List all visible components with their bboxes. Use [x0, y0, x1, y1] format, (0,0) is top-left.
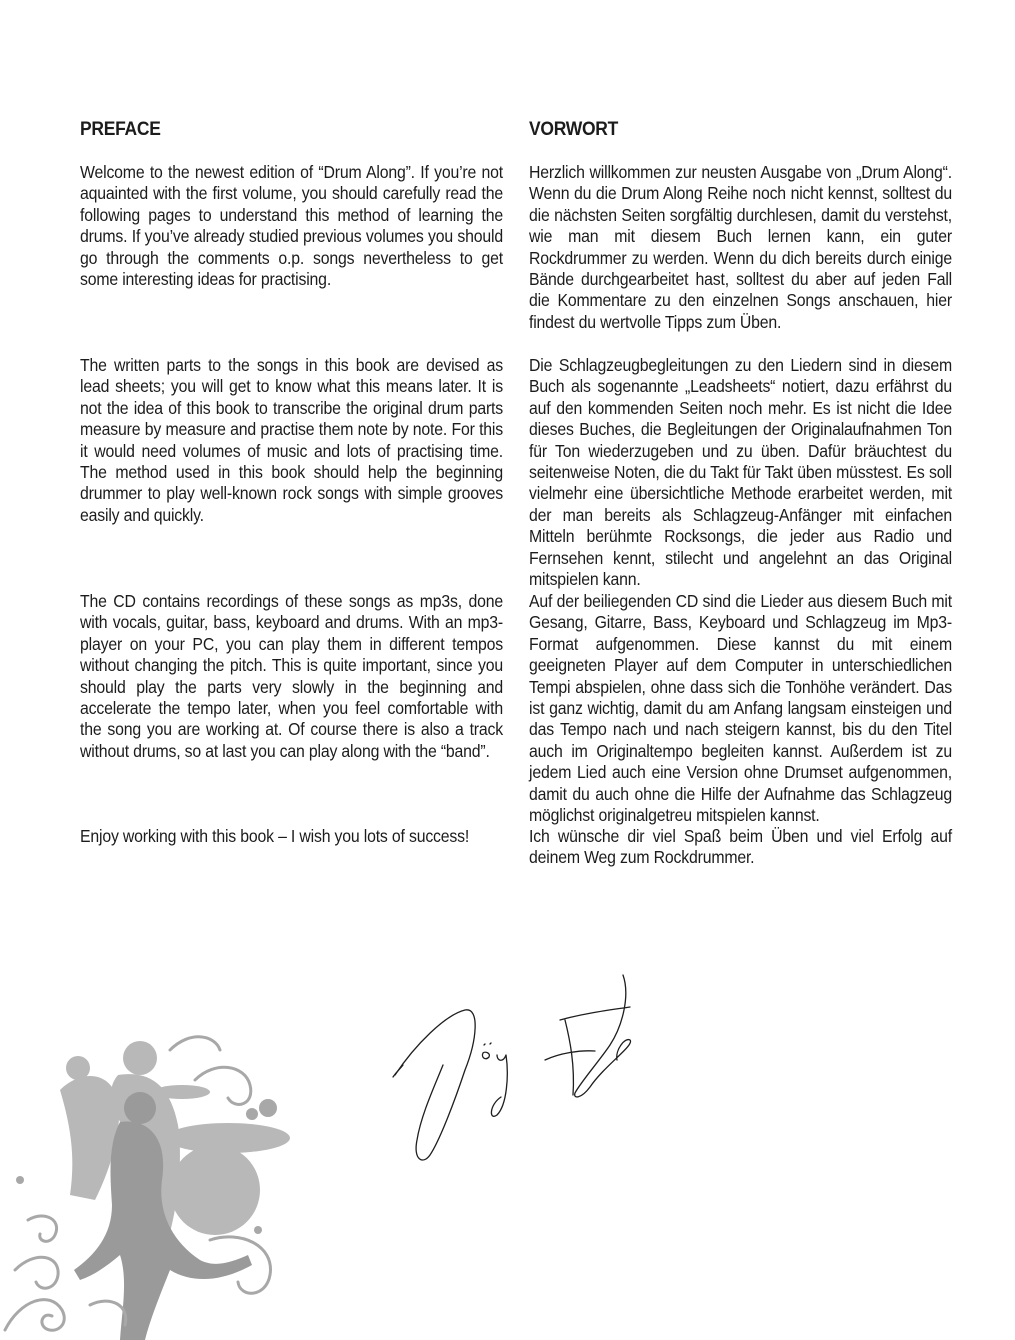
preface-paragraph-2: The written parts to the songs in this book are devised as lead sheets; you will get to know what this means later. It is not the idea of this book to transcribe the original drum parts measure by measure and practise them note by note. For this it would need volumes of music and lots of practising time. The method used in this book should help the beginning drummer to play well-known rock songs with simple grooves easily and quickly. — [80, 355, 503, 525]
vorwort-paragraph-1: Herzlich willkommen zur neusten Ausgabe von „Drum Along“. Wenn du die Drum Along Reihe noch nicht kennst, solltest du die nächsten Seiten sorgfältig durchlesen, damit du verstehst, wie man mit diesem Buch lernen kann, ein guter Rockdrummer zu werden. Wenn du dich bereits durch einige Bände durchgearbeitet hast, solltest du aber auf jeden Fall die Kommentare zu den einzelnen Songs anschauen, hier findest du wertvolle Tipps zum Üben. — [529, 162, 952, 332]
author-signature — [385, 965, 655, 1175]
preface-paragraph-3: The CD contains recordings of these songs as mp3s, done with vocals, guitar, bass, keyboard and drums. With an mp3-player on your PC, you can play them in different tempos without changing the pitch. This is quite important, since you should play the parts very slowly in the beginning and accelerate the tempo later, when you feel comfortable with the song you are working at. Of course there is also a track without drums, so at last you can play along with the “band”. — [80, 591, 503, 761]
preface-paragraph-4: Enjoy working with this book – I wish you lots of success! — [80, 826, 470, 846]
preface-column — [80, 116, 504, 846]
vorwort-heading: VORWORT — [529, 119, 619, 140]
vorwort-paragraph-2: Die Schlagzeugbegleitungen zu den Liedern sind in diesem Buch als sogenannte „Leadsheets“ notiert, dazu erfährst du auf den kommenden Seiten noch mehr. Es ist nicht die Idee dieses Buches, die Begleitungen der Originalaufnahmen Ton für Ton wiederzugeben und zu üben. Dafür bräuchtest du seitenweise Noten, die du Takt für Takt üben müsstest. Es soll vielmehr eine übersichtliche Methode erarbeitet werden, mit der man bereits als Schlagzeug-Anfänger mit einfachen Mitteln berühmte Rocksongs, die jeder aus Radio und Fernsehen kennt, stilecht und angelehnt an das Original mitspielen kann. — [529, 355, 952, 590]
vorwort-paragraph-3: Auf der beiliegenden CD sind die Lieder aus diesem Buch mit Gesang, Gitarre, Bass, Keyboard und Schlagzeug im Mp3-Format aufgenommen. Diese kannst du mit einem geeigneten Player auf dem Computer in unterschiedlichen Tempi abspielen, ohne dass sich die Tonhöhe verändert. Das ist ganz wichtig, damit du am Anfang langsam einsteigen und das Tempo nach und nach steigern kannst, bis du den Titel auch im Originaltempo begleiten kannst. Außerdem ist zu jedem Lied auch eine Version ohne Drumset aufgenommen, damit du auch ohne die Hilfe der Aufnahme das Schlagzeug möglichst originalgetreu mitspielen kannst. — [529, 591, 952, 826]
preface-paragraph-1: Welcome to the newest edition of “Drum Along”. If you’re not aquainted with the first volume, you should carefully read the following pages to understand this method of learning the drums. If you’ve already studied previous volumes you should go through the comments o.p. songs nevertheless to get some interesting ideas for practising. — [80, 162, 503, 290]
vorwort-column — [529, 116, 953, 868]
band-silhouette-illustration — [0, 1030, 310, 1340]
vorwort-paragraph-4: Ich wünsche dir viel Spaß beim Üben und viel Erfolg auf deinem Weg zum Rockdrummer. — [529, 826, 952, 868]
preface-heading: PREFACE — [80, 119, 161, 140]
